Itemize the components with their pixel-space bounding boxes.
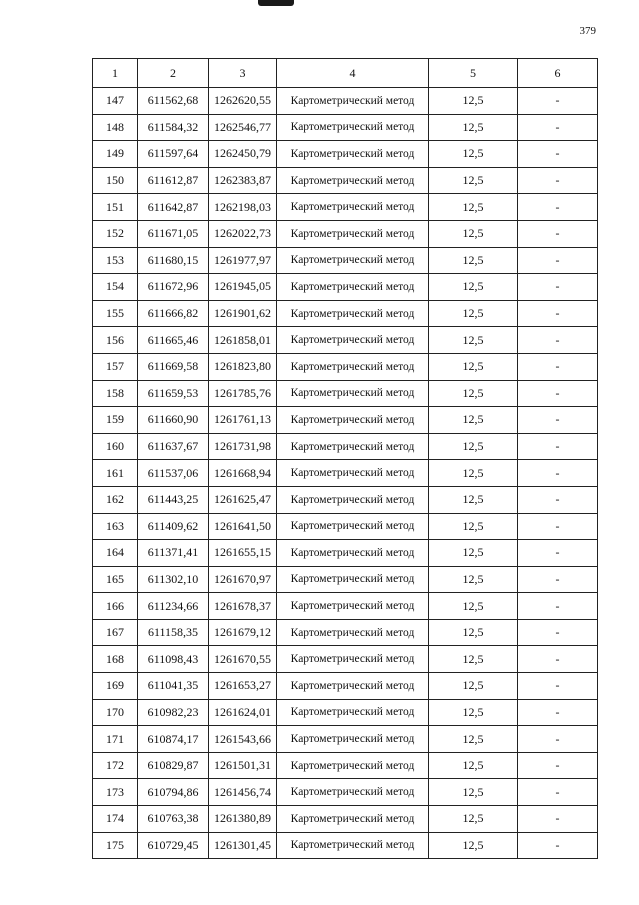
method-cell: Картометрический метод <box>277 141 429 168</box>
table-row <box>93 220 598 247</box>
point-number-cell: 162 <box>93 486 138 513</box>
table-row <box>93 353 598 380</box>
point-number-cell: 159 <box>93 407 138 434</box>
table-row <box>93 752 598 779</box>
y-coordinate-cell: 1261668,94 <box>209 460 277 487</box>
note-cell: - <box>518 114 598 141</box>
method-cell: Картометрический метод <box>277 699 429 726</box>
y-coordinate-cell: 1261655,15 <box>209 540 277 567</box>
table-row <box>93 673 598 700</box>
accuracy-cell: 12,5 <box>429 673 518 700</box>
accuracy-cell: 12,5 <box>429 540 518 567</box>
table-row <box>93 726 598 753</box>
point-number-cell: 168 <box>93 646 138 673</box>
accuracy-cell: 12,5 <box>429 486 518 513</box>
note-cell: - <box>518 141 598 168</box>
x-coordinate-cell: 611597,64 <box>138 141 209 168</box>
point-number-cell: 151 <box>93 194 138 221</box>
note-cell: - <box>518 779 598 806</box>
point-number-cell: 155 <box>93 300 138 327</box>
method-cell: Картометрический метод <box>277 779 429 806</box>
y-coordinate-cell: 1261977,97 <box>209 247 277 274</box>
note-cell: - <box>518 88 598 115</box>
point-number-cell: 167 <box>93 619 138 646</box>
x-coordinate-cell: 611098,43 <box>138 646 209 673</box>
note-cell: - <box>518 300 598 327</box>
x-coordinate-cell: 611234,66 <box>138 593 209 620</box>
y-coordinate-cell: 1262383,87 <box>209 167 277 194</box>
note-cell: - <box>518 566 598 593</box>
table-row <box>93 88 598 115</box>
table-row <box>93 194 598 221</box>
accuracy-cell: 12,5 <box>429 593 518 620</box>
point-number-cell: 166 <box>93 593 138 620</box>
point-number-cell: 171 <box>93 726 138 753</box>
table-row <box>93 513 598 540</box>
table-row <box>93 619 598 646</box>
scan-mark <box>258 0 294 6</box>
x-coordinate-cell: 610729,45 <box>138 832 209 859</box>
point-number-cell: 148 <box>93 114 138 141</box>
method-cell: Картометрический метод <box>277 806 429 833</box>
accuracy-cell: 12,5 <box>429 220 518 247</box>
x-coordinate-cell: 611671,05 <box>138 220 209 247</box>
x-coordinate-cell: 611409,62 <box>138 513 209 540</box>
table-row <box>93 380 598 407</box>
x-coordinate-cell: 611637,67 <box>138 433 209 460</box>
x-coordinate-cell: 611584,32 <box>138 114 209 141</box>
note-cell: - <box>518 194 598 221</box>
point-number-cell: 158 <box>93 380 138 407</box>
x-coordinate-cell: 611665,46 <box>138 327 209 354</box>
method-cell: Картометрический метод <box>277 566 429 593</box>
accuracy-cell: 12,5 <box>429 247 518 274</box>
y-coordinate-cell: 1261670,55 <box>209 646 277 673</box>
method-cell: Картометрический метод <box>277 433 429 460</box>
accuracy-cell: 12,5 <box>429 407 518 434</box>
x-coordinate-cell: 611666,82 <box>138 300 209 327</box>
x-coordinate-cell: 611659,53 <box>138 380 209 407</box>
method-cell: Картометрический метод <box>277 247 429 274</box>
accuracy-cell: 12,5 <box>429 460 518 487</box>
point-number-cell: 149 <box>93 141 138 168</box>
note-cell: - <box>518 327 598 354</box>
y-coordinate-cell: 1262022,73 <box>209 220 277 247</box>
x-coordinate-cell: 611669,58 <box>138 353 209 380</box>
point-number-cell: 160 <box>93 433 138 460</box>
method-cell: Картометрический метод <box>277 88 429 115</box>
x-coordinate-cell: 611672,96 <box>138 274 209 301</box>
table-row <box>93 327 598 354</box>
note-cell: - <box>518 220 598 247</box>
accuracy-cell: 12,5 <box>429 167 518 194</box>
x-coordinate-cell: 611612,87 <box>138 167 209 194</box>
accuracy-cell: 12,5 <box>429 566 518 593</box>
table-row <box>93 699 598 726</box>
note-cell: - <box>518 540 598 567</box>
y-coordinate-cell: 1262620,55 <box>209 88 277 115</box>
accuracy-cell: 12,5 <box>429 752 518 779</box>
x-coordinate-cell: 610874,17 <box>138 726 209 753</box>
point-number-cell: 163 <box>93 513 138 540</box>
note-cell: - <box>518 433 598 460</box>
y-coordinate-cell: 1261624,01 <box>209 699 277 726</box>
note-cell: - <box>518 274 598 301</box>
y-coordinate-cell: 1261456,74 <box>209 779 277 806</box>
method-cell: Картометрический метод <box>277 220 429 247</box>
point-number-cell: 172 <box>93 752 138 779</box>
column-header: 3 <box>209 59 277 88</box>
accuracy-cell: 12,5 <box>429 194 518 221</box>
note-cell: - <box>518 673 598 700</box>
method-cell: Картометрический метод <box>277 194 429 221</box>
table-row <box>93 646 598 673</box>
y-coordinate-cell: 1261501,31 <box>209 752 277 779</box>
point-number-cell: 161 <box>93 460 138 487</box>
accuracy-cell: 12,5 <box>429 832 518 859</box>
y-coordinate-cell: 1261625,47 <box>209 486 277 513</box>
method-cell: Картометрический метод <box>277 353 429 380</box>
method-cell: Картометрический метод <box>277 380 429 407</box>
table-row <box>93 593 598 620</box>
accuracy-cell: 12,5 <box>429 699 518 726</box>
y-coordinate-cell: 1261858,01 <box>209 327 277 354</box>
accuracy-cell: 12,5 <box>429 141 518 168</box>
point-number-cell: 169 <box>93 673 138 700</box>
table-row <box>93 274 598 301</box>
x-coordinate-cell: 611302,10 <box>138 566 209 593</box>
accuracy-cell: 12,5 <box>429 726 518 753</box>
x-coordinate-cell: 611041,35 <box>138 673 209 700</box>
x-coordinate-cell: 611443,25 <box>138 486 209 513</box>
accuracy-cell: 12,5 <box>429 274 518 301</box>
x-coordinate-cell: 611562,68 <box>138 88 209 115</box>
note-cell: - <box>518 806 598 833</box>
method-cell: Картометрический метод <box>277 300 429 327</box>
y-coordinate-cell: 1261301,45 <box>209 832 277 859</box>
y-coordinate-cell: 1261543,66 <box>209 726 277 753</box>
point-number-cell: 170 <box>93 699 138 726</box>
accuracy-cell: 12,5 <box>429 433 518 460</box>
coordinates-table <box>92 58 598 859</box>
point-number-cell: 173 <box>93 779 138 806</box>
note-cell: - <box>518 167 598 194</box>
y-coordinate-cell: 1261945,05 <box>209 274 277 301</box>
y-coordinate-cell: 1262198,03 <box>209 194 277 221</box>
point-number-cell: 154 <box>93 274 138 301</box>
method-cell: Картометрический метод <box>277 726 429 753</box>
table-row <box>93 247 598 274</box>
x-coordinate-cell: 610829,87 <box>138 752 209 779</box>
method-cell: Картометрический метод <box>277 619 429 646</box>
x-coordinate-cell: 611680,15 <box>138 247 209 274</box>
y-coordinate-cell: 1261761,13 <box>209 407 277 434</box>
method-cell: Картометрический метод <box>277 752 429 779</box>
y-coordinate-cell: 1262450,79 <box>209 141 277 168</box>
column-header: 4 <box>277 59 429 88</box>
note-cell: - <box>518 699 598 726</box>
accuracy-cell: 12,5 <box>429 300 518 327</box>
accuracy-cell: 12,5 <box>429 114 518 141</box>
point-number-cell: 153 <box>93 247 138 274</box>
note-cell: - <box>518 752 598 779</box>
table-row <box>93 167 598 194</box>
note-cell: - <box>518 646 598 673</box>
accuracy-cell: 12,5 <box>429 353 518 380</box>
table-row <box>93 460 598 487</box>
x-coordinate-cell: 611642,87 <box>138 194 209 221</box>
table-row <box>93 566 598 593</box>
method-cell: Картометрический метод <box>277 646 429 673</box>
y-coordinate-cell: 1261731,98 <box>209 433 277 460</box>
method-cell: Картометрический метод <box>277 540 429 567</box>
y-coordinate-cell: 1261653,27 <box>209 673 277 700</box>
point-number-cell: 150 <box>93 167 138 194</box>
table-row <box>93 806 598 833</box>
x-coordinate-cell: 610982,23 <box>138 699 209 726</box>
accuracy-cell: 12,5 <box>429 806 518 833</box>
accuracy-cell: 12,5 <box>429 779 518 806</box>
method-cell: Картометрический метод <box>277 327 429 354</box>
note-cell: - <box>518 619 598 646</box>
y-coordinate-cell: 1261901,62 <box>209 300 277 327</box>
point-number-cell: 164 <box>93 540 138 567</box>
y-coordinate-cell: 1261641,50 <box>209 513 277 540</box>
table-row <box>93 540 598 567</box>
x-coordinate-cell: 611537,06 <box>138 460 209 487</box>
note-cell: - <box>518 513 598 540</box>
x-coordinate-cell: 610763,38 <box>138 806 209 833</box>
point-number-cell: 165 <box>93 566 138 593</box>
note-cell: - <box>518 380 598 407</box>
method-cell: Картометрический метод <box>277 460 429 487</box>
y-coordinate-cell: 1261678,37 <box>209 593 277 620</box>
method-cell: Картометрический метод <box>277 593 429 620</box>
table-row <box>93 300 598 327</box>
point-number-cell: 156 <box>93 327 138 354</box>
x-coordinate-cell: 610794,86 <box>138 779 209 806</box>
table-row <box>93 779 598 806</box>
method-cell: Картометрический метод <box>277 167 429 194</box>
note-cell: - <box>518 486 598 513</box>
method-cell: Картометрический метод <box>277 407 429 434</box>
point-number-cell: 157 <box>93 353 138 380</box>
x-coordinate-cell: 611371,41 <box>138 540 209 567</box>
accuracy-cell: 12,5 <box>429 88 518 115</box>
y-coordinate-cell: 1262546,77 <box>209 114 277 141</box>
note-cell: - <box>518 407 598 434</box>
method-cell: Картометрический метод <box>277 832 429 859</box>
method-cell: Картометрический метод <box>277 114 429 141</box>
page-number: 379 <box>579 25 596 37</box>
note-cell: - <box>518 460 598 487</box>
accuracy-cell: 12,5 <box>429 380 518 407</box>
y-coordinate-cell: 1261679,12 <box>209 619 277 646</box>
x-coordinate-cell: 611660,90 <box>138 407 209 434</box>
table-row <box>93 407 598 434</box>
y-coordinate-cell: 1261785,76 <box>209 380 277 407</box>
table-row <box>93 114 598 141</box>
column-header: 6 <box>518 59 598 88</box>
accuracy-cell: 12,5 <box>429 513 518 540</box>
method-cell: Картометрический метод <box>277 274 429 301</box>
note-cell: - <box>518 247 598 274</box>
note-cell: - <box>518 353 598 380</box>
accuracy-cell: 12,5 <box>429 327 518 354</box>
method-cell: Картометрический метод <box>277 513 429 540</box>
table-row <box>93 486 598 513</box>
method-cell: Картометрический метод <box>277 673 429 700</box>
point-number-cell: 175 <box>93 832 138 859</box>
header-row <box>93 59 598 88</box>
note-cell: - <box>518 593 598 620</box>
x-coordinate-cell: 611158,35 <box>138 619 209 646</box>
table-row <box>93 832 598 859</box>
column-header: 5 <box>429 59 518 88</box>
table-row <box>93 141 598 168</box>
column-header: 1 <box>93 59 138 88</box>
accuracy-cell: 12,5 <box>429 619 518 646</box>
accuracy-cell: 12,5 <box>429 646 518 673</box>
method-cell: Картометрический метод <box>277 486 429 513</box>
y-coordinate-cell: 1261823,80 <box>209 353 277 380</box>
point-number-cell: 152 <box>93 220 138 247</box>
y-coordinate-cell: 1261380,89 <box>209 806 277 833</box>
column-header: 2 <box>138 59 209 88</box>
note-cell: - <box>518 832 598 859</box>
point-number-cell: 147 <box>93 88 138 115</box>
point-number-cell: 174 <box>93 806 138 833</box>
table-row <box>93 433 598 460</box>
y-coordinate-cell: 1261670,97 <box>209 566 277 593</box>
note-cell: - <box>518 726 598 753</box>
